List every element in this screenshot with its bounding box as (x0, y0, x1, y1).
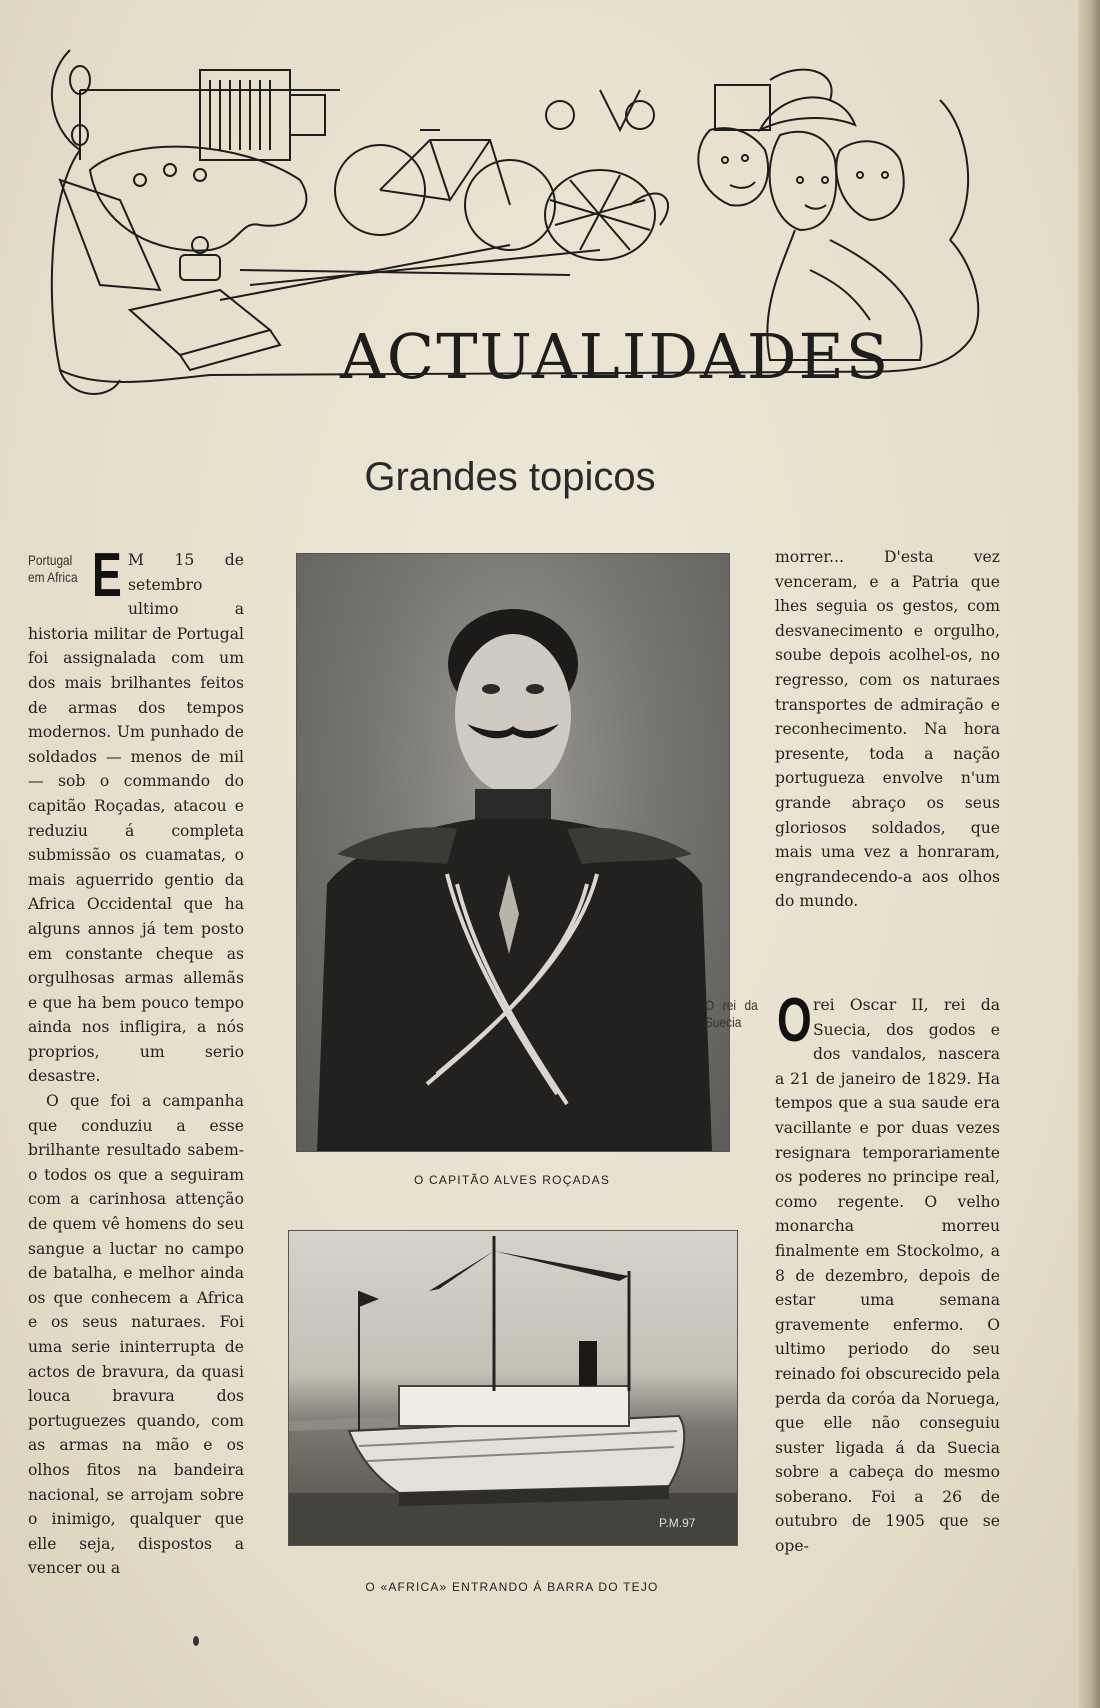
ship-caption: O «AFRICA» ENTRANDO Á BARRA DO TEJO (365, 1580, 659, 1594)
section-banner-title: ACTUALIDADES (340, 320, 891, 393)
dropcap-o: O (777, 986, 812, 1055)
page-mark (193, 1636, 199, 1646)
dropcap-e: E (92, 541, 122, 610)
page-binding-edge (1078, 0, 1100, 1708)
ship-signature: P.M.97 (659, 1516, 696, 1530)
portrait-photo (296, 553, 730, 1152)
ship-photo (288, 1230, 738, 1546)
portrait-caption: O CAPITÃO ALVES ROÇADAS (413, 1173, 611, 1187)
right-text-column-bottom (705, 986, 1000, 1559)
header-illustration (40, 40, 1000, 430)
paragraph-3: morrer... D'esta vez venceram, e a Patria que lhes seguia os gestos, com desvanecimento e orgulho, soube depois acolhel-os, no regresso, com os naturaes transportes de admiração e reconhecimento. Na hora presente, toda a nação portugueza envolve n'um grande abraço os seus gloriosos soldados, que mais uma vez a honraram, engrandecendo-a aos olhos do mundo. (775, 548, 1000, 911)
side-note-portugal-em-africa: Portugal em Africa (28, 552, 78, 585)
side-note-o-rei-da-suecia: O rei da Suecia (705, 997, 758, 1030)
article-title: Grandes topicos (364, 455, 656, 499)
ship-figure (289, 1231, 737, 1545)
portrait-figure (297, 554, 729, 1151)
paragraph-1: M 15 de setembro ultimo a historia militar de Portugal foi assignalada com um dos mais brilhantes feitos de armas dos tempos modernos. Um punhado de soldados — menos de mil — sob o commando do capitão Roçadas, atacou e reduziu á completa submissão os cuamatas, o mais aguerrido gentio da Africa Occidental que ha alguns annos já tem posto em constante cheque as orgulhosas armas allemãs e que ha bem pouco tempo ainda nos infligira, a nós proprios, um serio desastre. (28, 551, 244, 1086)
left-text-column (28, 541, 244, 1581)
paragraph-2: O que foi a campanha que conduziu a esse brilhante resultado sabem-o todos os que a seguiram com a carinhosa attenção de quem vê homens do seu sangue a luctar no campo de batalha, e melhor ainda os que conhecem a Africa e os seus naturaes. Foi uma serie ininterrupta de actos de bravura, da quasi louca bravura dos portuguezes quando, com as armas na mão e os olhos fitos na bandeira nacional, se arrojam sobre o inimigo, qualquer que elle seja, dispostos a vencer ou a (28, 1092, 244, 1578)
right-text-column-top (775, 545, 1000, 914)
paragraph-4: rei Oscar II, rei da Suecia, dos godos e dos vandalos, nascera a 21 de janeiro de 1829. Ha tempos que a sua saude era vacillante e por duas vezes resignara temporariamente os poderes no principe real, como regente. O velho monarcha morreu finalmente em Stockolmo, a 8 de dezembro, depois de estar uma semana gravemente enfermo. O ultimo periodo do seu reinado foi obscurecido pela perda da coróa da Noruega, que elle não conseguiu suster ligada á da Suecia sobre a cabeça do mesmo soberano. Foi a 26 de outubro de 1905 que se ope- (775, 996, 1000, 1556)
